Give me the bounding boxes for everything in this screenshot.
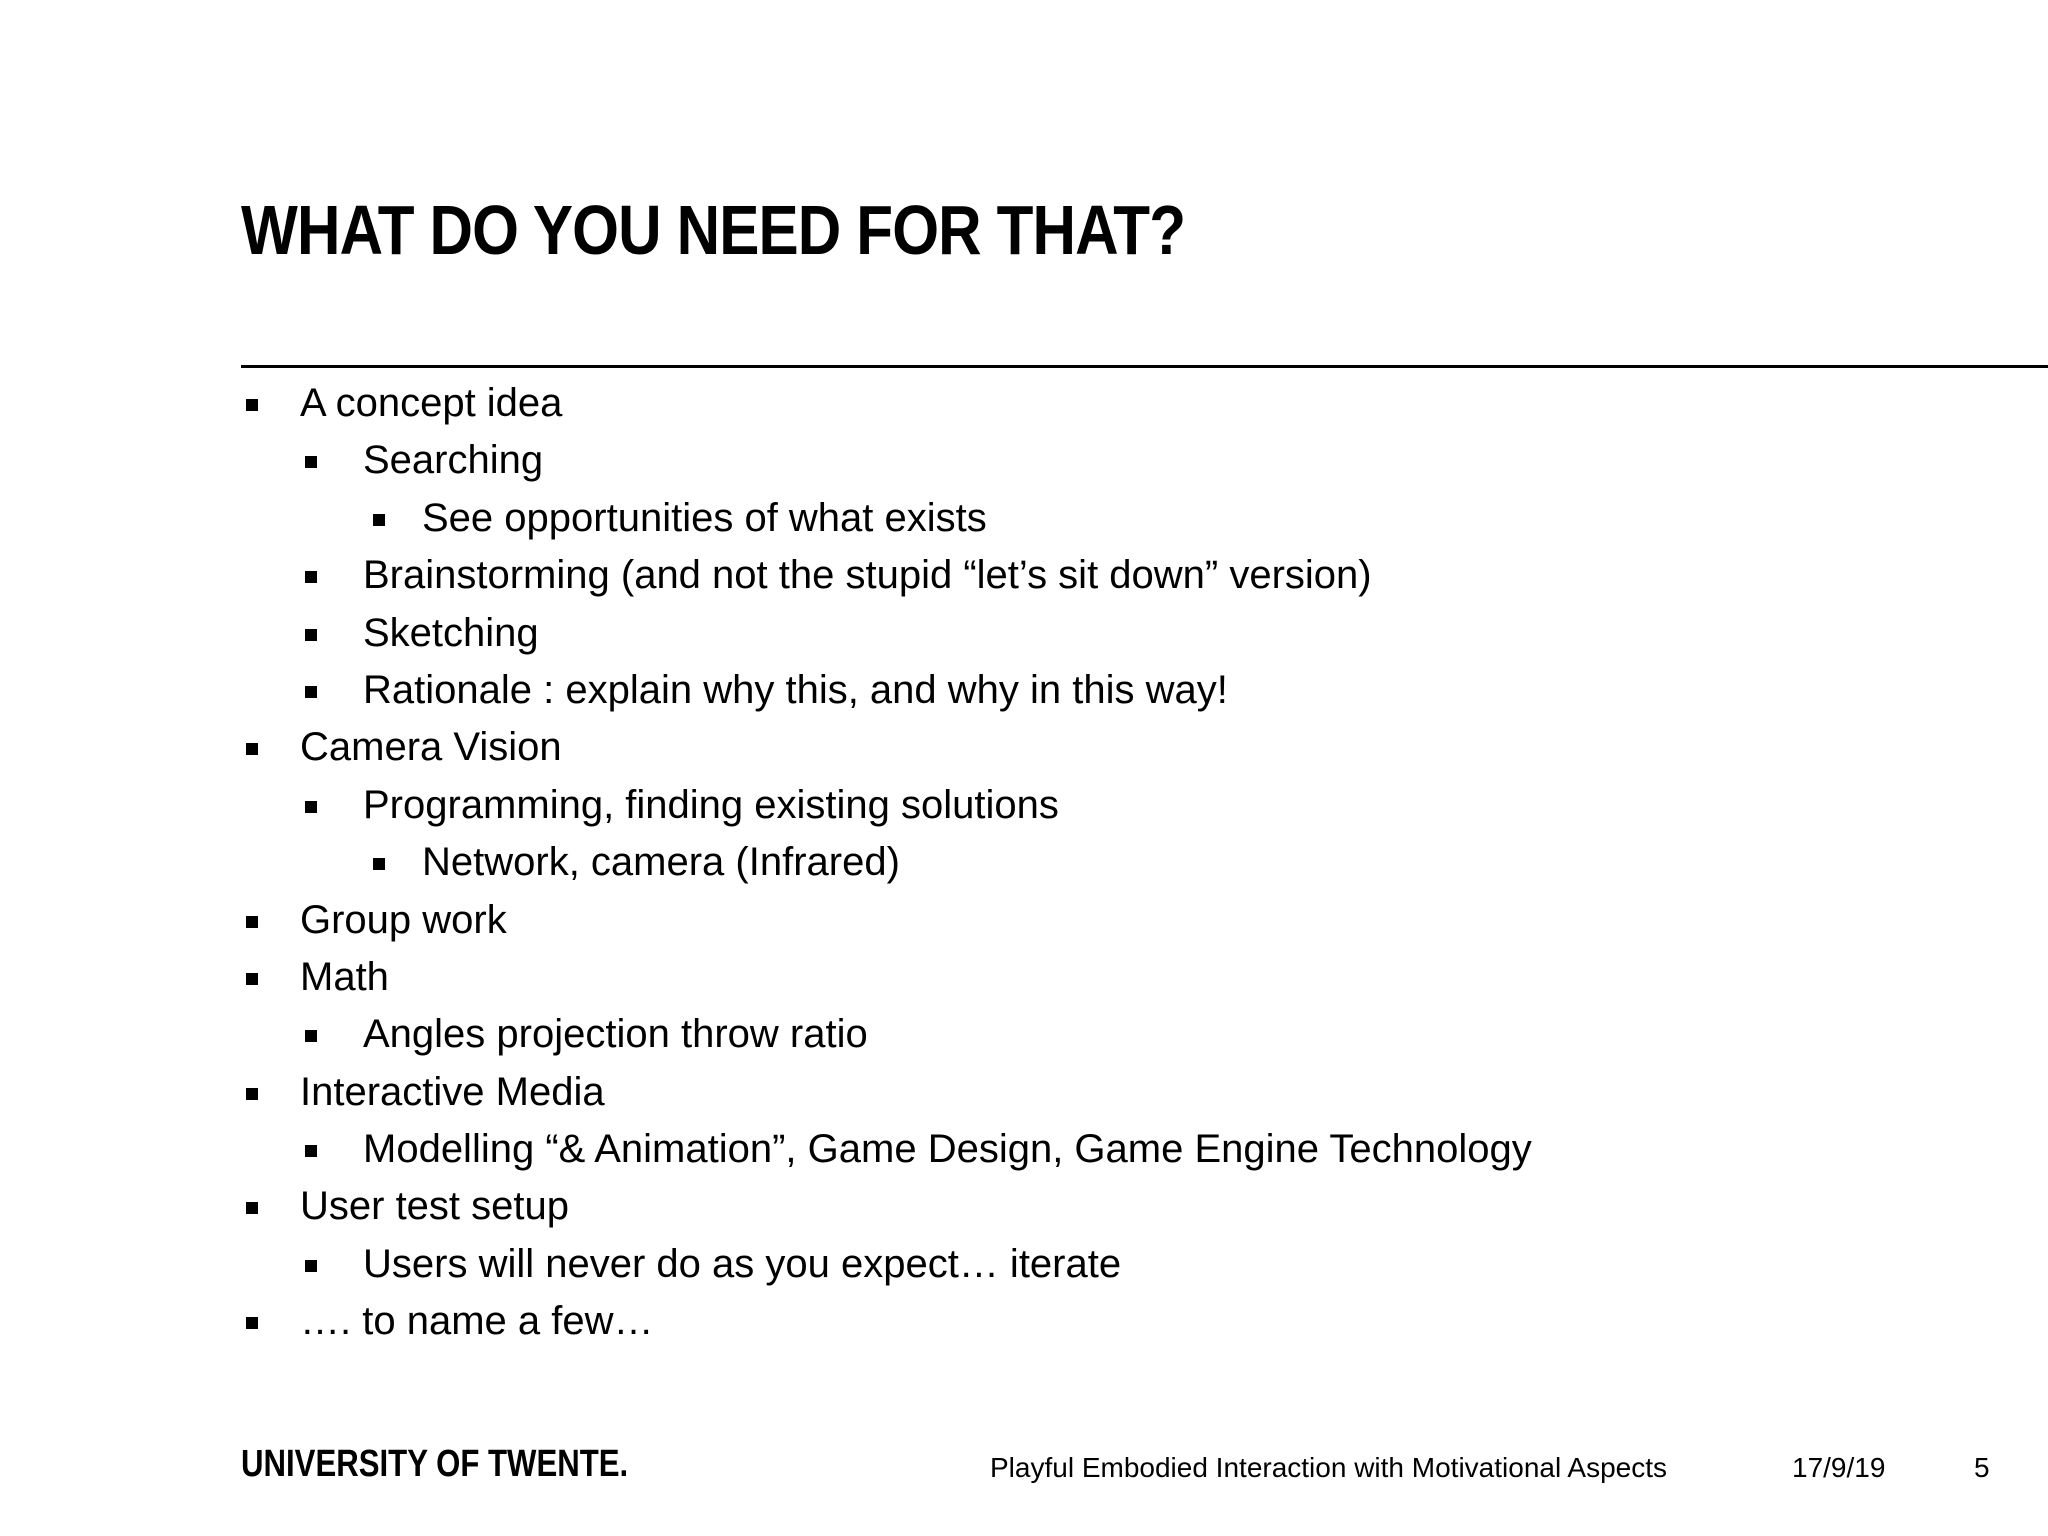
square-bullet-icon xyxy=(246,973,258,985)
bullet-text: Rationale : explain why this, and why in this way! xyxy=(363,667,1228,712)
square-bullet-icon xyxy=(305,686,317,698)
title-divider xyxy=(241,365,2048,368)
list-item xyxy=(0,892,2048,949)
university-logo: UNIVERSITY OF TWENTE. xyxy=(241,1443,629,1485)
slide-title: WHAT DO YOU NEED FOR THAT? xyxy=(241,191,1186,269)
square-bullet-icon xyxy=(246,1317,258,1329)
square-bullet-icon xyxy=(246,399,258,411)
course-title: Playful Embodied Interaction with Motivational Aspects xyxy=(990,1452,1668,1483)
bullet-text: Camera Vision xyxy=(300,725,562,770)
bullet-text: Math xyxy=(300,954,389,999)
square-bullet-icon xyxy=(305,1030,317,1042)
list-item xyxy=(0,1064,2048,1121)
list-item xyxy=(0,490,2048,547)
square-bullet-icon xyxy=(246,916,258,928)
bullet-text: Sketching xyxy=(363,610,539,655)
bullet-text: …. to name a few… xyxy=(300,1299,654,1344)
list-item xyxy=(0,777,2048,834)
square-bullet-icon xyxy=(246,743,258,755)
square-bullet-icon xyxy=(305,571,317,583)
list-item xyxy=(0,949,2048,1006)
square-bullet-icon xyxy=(246,1088,258,1100)
slide-date: 17/9/19 xyxy=(1792,1452,1886,1483)
list-item xyxy=(0,547,2048,604)
bullet-text: See opportunities of what exists xyxy=(422,495,987,540)
bullet-text: Angles projection throw ratio xyxy=(363,1012,868,1057)
bullet-text: User test setup xyxy=(300,1184,570,1229)
square-bullet-icon xyxy=(305,629,317,641)
bullet-text: Network, camera (Infrared) xyxy=(422,840,900,885)
list-item xyxy=(0,1178,2048,1235)
bullet-text: Interactive Media xyxy=(300,1069,605,1114)
bullet-text: Programming, finding existing solutions xyxy=(363,782,1059,827)
bullet-text: Modelling “& Animation”, Game Design, Game Engine Technology xyxy=(363,1127,1532,1172)
square-bullet-icon xyxy=(305,801,317,813)
square-bullet-icon xyxy=(373,858,385,870)
list-item xyxy=(0,662,2048,719)
list-item xyxy=(0,1293,2048,1350)
list-item xyxy=(0,834,2048,891)
list-item xyxy=(0,375,2048,432)
list-item xyxy=(0,719,2048,776)
bullet-text: Users will never do as you expect… iterate xyxy=(363,1241,1122,1286)
list-item xyxy=(0,1006,2048,1063)
bullet-text: Group work xyxy=(300,897,507,942)
bullet-list xyxy=(0,375,2048,1351)
square-bullet-icon xyxy=(246,1202,258,1214)
square-bullet-icon xyxy=(305,1260,317,1272)
list-item xyxy=(0,1121,2048,1178)
page-number: 5 xyxy=(1974,1452,1990,1483)
bullet-text: Searching xyxy=(363,438,544,483)
list-item xyxy=(0,432,2048,489)
bullet-text: Brainstorming (and not the stupid “let’s sit down” version) xyxy=(363,553,1372,598)
bullet-text: A concept idea xyxy=(300,381,563,425)
square-bullet-icon xyxy=(305,456,317,468)
list-item xyxy=(0,605,2048,662)
square-bullet-icon xyxy=(305,1145,317,1157)
list-item xyxy=(0,1236,2048,1293)
square-bullet-icon xyxy=(373,514,385,526)
